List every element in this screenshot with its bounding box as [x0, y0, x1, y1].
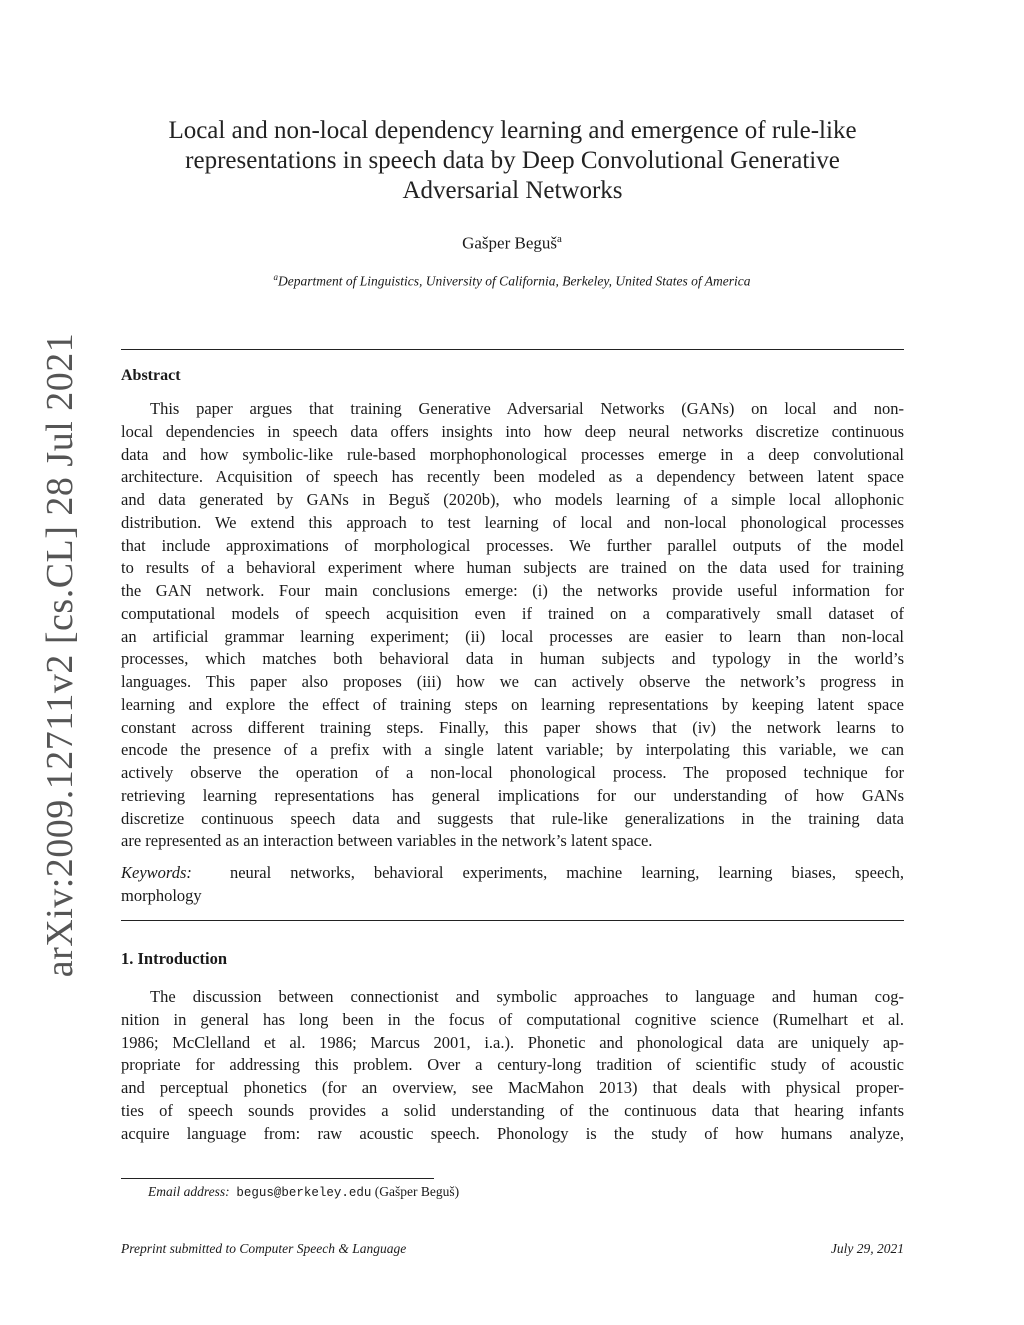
- abstract-line: actively observe the operation of a non-local phonological process. The proposed technique for: [121, 763, 904, 782]
- keywords: [121, 862, 904, 908]
- affil-mark: a: [273, 272, 278, 282]
- intro-line: ties of speech sounds provides a solid understanding of the continuous data that hearing infants: [121, 1100, 904, 1120]
- affil-text: Department of Linguistics, University of California, Berkeley, United States of America: [277, 273, 751, 289]
- abstract-line: discretize continuous speech data and suggests that rule-like generalizations in the training data: [121, 808, 904, 828]
- intro-line: acquire language from: raw acoustic speech. Phonology is the study of how humans analyze,: [121, 1123, 904, 1143]
- abstract-line: data and how symbolic-like rule-based morphophonological processes emerge in a deep convolutional: [121, 444, 904, 464]
- author-affil-mark: a: [557, 233, 562, 245]
- abstract-line: learning and explore the effect of training steps on learning representations by keeping latent space: [121, 694, 904, 714]
- abstract-line: and data generated by GANs in Beguš (2020b), who models learning of a simple local allophonic: [121, 490, 904, 509]
- introduction-body: [121, 986, 904, 1145]
- abstract-line: languages. This paper also proposes (iii) how we can actively observe the network’s progress in: [121, 672, 904, 691]
- affiliation: [0, 272, 1024, 290]
- intro-line: 1986; McClelland et al. 1986; Marcus 2001, i.a.). Phonetic and phonological data are uniquely ap-: [121, 1032, 904, 1052]
- intro-line: nition in general has long been in the focus of computational cognitive science (Rumelhart et al.: [121, 1009, 904, 1029]
- author-line: [0, 233, 1024, 254]
- intro-line: and perceptual phonetics (for an overview, see MacMahon 2013) that deals with physical proper-: [121, 1078, 904, 1097]
- divider-bottom: [121, 920, 904, 921]
- abstract-line: are represented as an interaction between variables in the network’s latent space.: [121, 831, 653, 851]
- abstract-body: [121, 398, 904, 853]
- footnote-label: Email address:: [148, 1184, 230, 1199]
- intro-line: propriate for addressing this problem. Over a century-long tradition of scientific study of acoustic: [121, 1055, 904, 1075]
- abstract-line: to results of a behavioral experiment where human subjects are trained on the data used for training: [121, 558, 904, 578]
- abstract-line: local dependencies in speech data offers insights into how deep neural networks discretize continuous: [121, 421, 904, 441]
- abstract-heading: Abstract: [121, 367, 181, 384]
- abstract-line: This paper argues that training Generative Adversarial Networks (GANs) on local and non-: [150, 399, 904, 418]
- abstract-line: processes, which matches both behavioral data in human subjects and typology in the world’s: [121, 649, 904, 669]
- arxiv-identifier[interactable]: arXiv:2009.12711v2 [cs.CL] 28 Jul 2021: [39, 332, 81, 978]
- abstract-line: encode the presence of a prefix with a single latent variable; by interpolating this variable, we can: [121, 740, 904, 760]
- footnote-name: (Gašper Beguš): [374, 1184, 460, 1199]
- footnote-rule: [121, 1178, 434, 1179]
- keywords-line: morphology: [121, 885, 202, 905]
- title-line: representations in speech data by Deep Convolutional Generative: [185, 147, 840, 174]
- abstract-line: architecture. Acquisition of speech has recently been modeled as a dependency between latent space: [121, 467, 904, 487]
- email-link[interactable]: begus@berkeley.edu: [236, 1186, 372, 1200]
- keywords-label: Keywords:: [121, 863, 192, 882]
- abstract-line: that include approximations of morphological processes. We further parallel outputs of the model: [121, 535, 904, 555]
- divider-top: [121, 349, 904, 350]
- footer-journal: Preprint submitted to Computer Speech & Language: [121, 1241, 407, 1256]
- abstract-line: computational models of speech acquisition even if trained on a comparatively small dataset of: [121, 603, 904, 623]
- abstract-line: retrieving learning representations has general implications for our understanding of how GANs: [121, 785, 904, 805]
- abstract-line: the GAN network. Four main conclusions emerge: (i) the networks provide useful information for: [121, 581, 904, 600]
- abstract-line: an artificial grammar learning experiment; (ii) local processes are easier to learn than non-local: [121, 626, 904, 646]
- footnote: [148, 1184, 459, 1200]
- abstract-line: constant across different training steps. Finally, this paper shows that (iv) the network learns to: [121, 717, 904, 737]
- abstract-line: distribution. We extend this approach to test learning of local and non-local phonological processes: [121, 512, 904, 532]
- intro-line: The discussion between connectionist and symbolic approaches to language and human cog-: [150, 987, 904, 1006]
- title-line: Adversarial Networks: [402, 177, 623, 204]
- keywords-text: neural networks, behavioral experiments, machine learning, learning biases, speech,: [229, 863, 905, 882]
- keywords-line: [121, 862, 904, 885]
- author-name: Gašper Beguš: [462, 233, 557, 253]
- section-heading-introduction: 1. Introduction: [121, 949, 228, 968]
- paper-title: [150, 116, 875, 206]
- footer-date: July 29, 2021: [830, 1241, 904, 1256]
- title-line: Local and non-local dependency learning and emergence of rule-like: [168, 117, 857, 144]
